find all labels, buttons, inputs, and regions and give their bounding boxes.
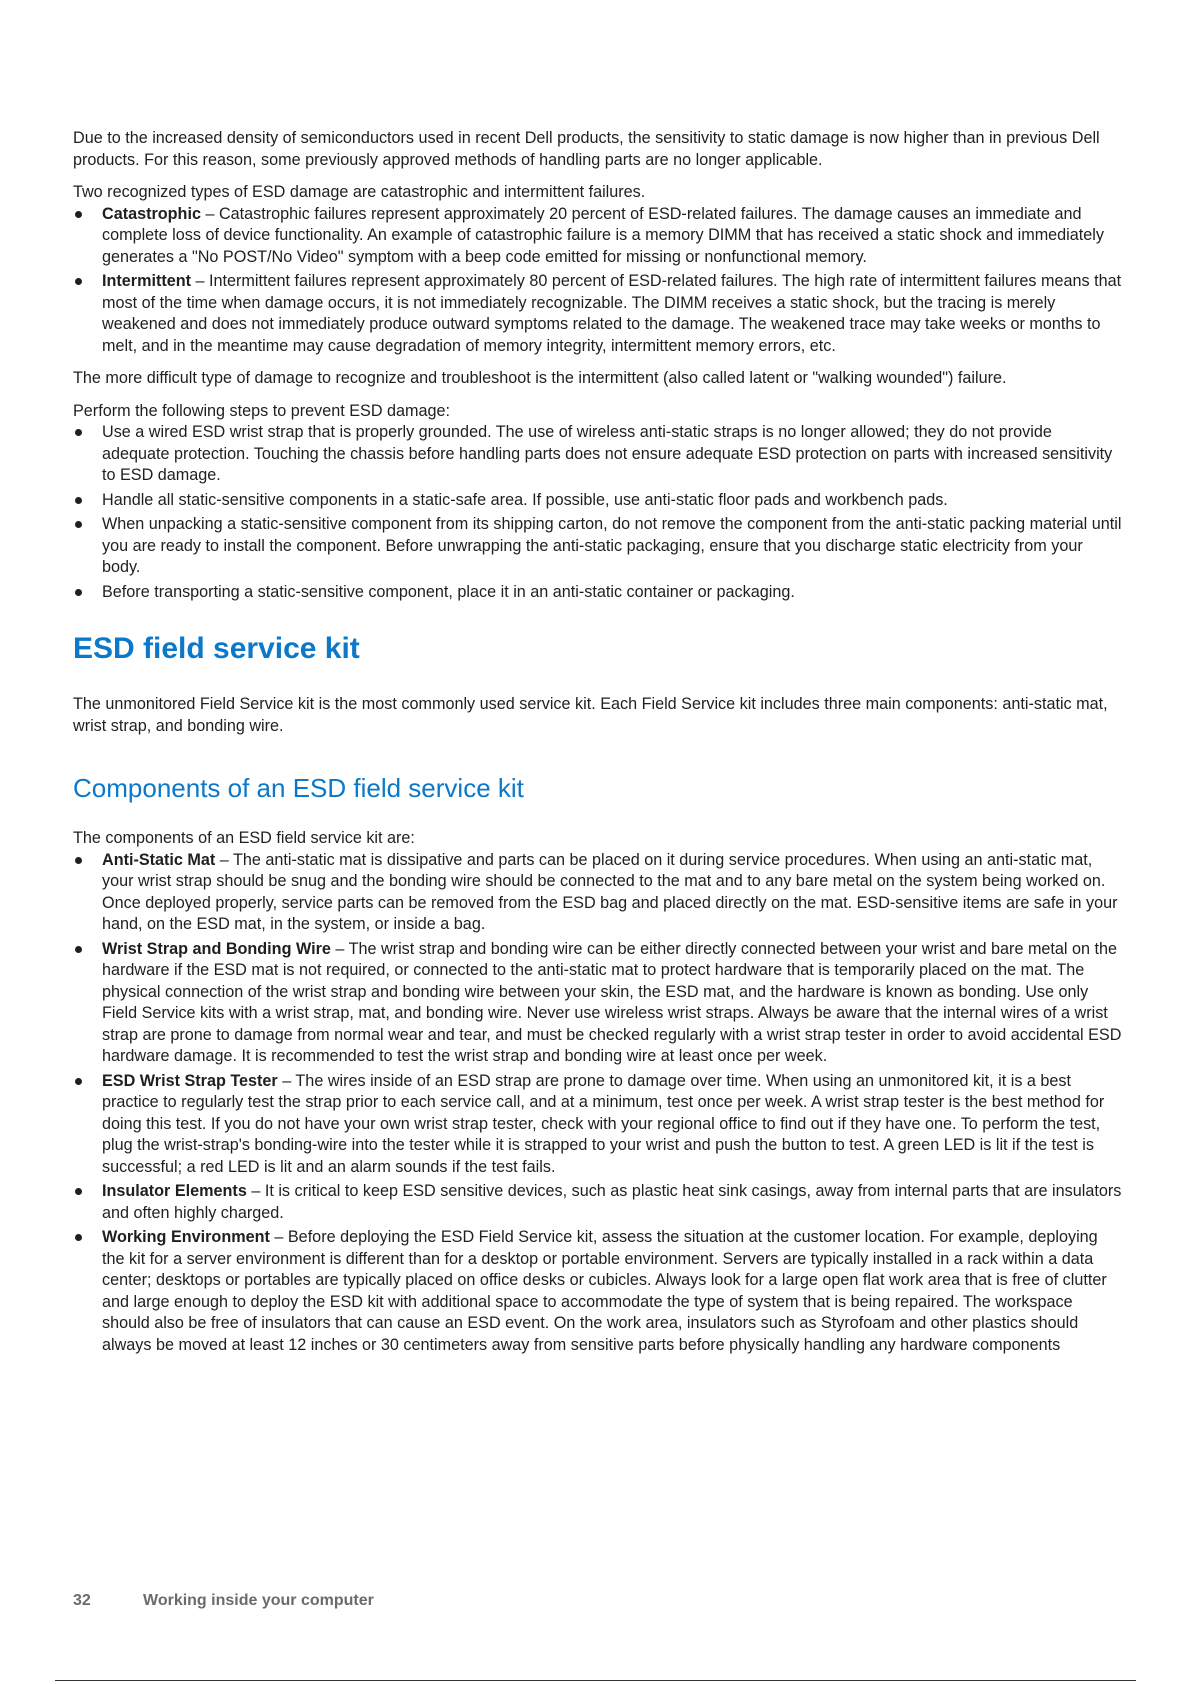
components-intro: The components of an ESD field service kit are: bbox=[73, 829, 415, 847]
section-heading-kit: ESD field service kit bbox=[73, 632, 360, 665]
subsection-heading-components: Components of an ESD field service kit bbox=[73, 773, 524, 803]
bullet-icon bbox=[75, 589, 82, 596]
bullet-icon bbox=[75, 946, 82, 953]
list-item: Wrist Strap and Bonding Wire – The wrist strap and bonding wire can be either directly connected between your wrist and bare metal on the hardware if the ESD mat is not required, or connected to the anti-static mat to protect hardware that is temporarily placed on the mat. The physical connection of the wrist strap and bonding wire between your skin, the ESD mat, and the hardware is known as bonding. Use only Field Service kits with a wrist strap, mat, and bonding wire. Never use wireless wrist straps. Always be aware that the internal wires of a wrist strap are prone to damage from normal wear and tear, and must be checked regularly with a wrist strap tester in order to avoid accidental ESD hardware damage. It is recommended to test the wrist strap and bonding wire at least once per week. bbox=[73, 939, 1123, 1068]
bullet-icon bbox=[75, 1078, 82, 1085]
list-item: Insulator Elements – It is critical to keep ESD sensitive devices, such as plastic heat sink casings, away from internal parts that are insulators and often highly charged. bbox=[73, 1181, 1123, 1224]
list-item: Use a wired ESD wrist strap that is properly grounded. The use of wireless anti-static straps is no longer allowed; they do not provide adequate protection. Touching the chassis before handling parts does not ensure adequate ESD protection on parts with increased sensitivity to ESD damage. bbox=[73, 422, 1123, 487]
list-item: Anti-Static Mat – The anti-static mat is dissipative and parts can be placed on it during service procedures. When using an anti-static mat, your wrist strap should be snug and the bonding wire should be connected to the mat and to any bare metal on the system being worked on. Once deployed properly, service parts can be removed from the ESD bag and placed directly on the mat. ESD-sensitive items are safe in your hand, on the ESD mat, in the system, or inside a bag. bbox=[73, 850, 1123, 936]
bullet-icon bbox=[75, 278, 82, 285]
list-item: Before transporting a static-sensitive component, place it in an anti-static container or packaging. bbox=[73, 582, 1123, 604]
list-item: Working Environment – Before deploying the ESD Field Service kit, assess the situation at the customer location. For example, deploying the kit for a server environment is different than for a desktop or portable environment. Servers are typically installed in a rack within a data center; desktops or portables are typically placed on office desks or cubicles. Always look for a large open flat work area that is free of clutter and large enough to deploy the ESD kit with additional space to accommodate the type of system that is being repaired. The workspace should also be free of insulators that can cause an ESD event. On the work area, insulators such as Styrofoam and other plastics should always be moved at least 12 inches or 30 centimeters away from sensitive parts before physically handling any hardware components bbox=[73, 1227, 1123, 1356]
prevention-steps-list bbox=[73, 422, 1123, 603]
intro-paragraph-2: Two recognized types of ESD damage are catastrophic and intermittent failures. bbox=[73, 183, 646, 201]
bullet-icon bbox=[75, 429, 82, 436]
components-list bbox=[73, 850, 1123, 1357]
intro-paragraph-4: Perform the following steps to prevent ESD damage: bbox=[73, 401, 450, 420]
damage-types-list bbox=[73, 204, 1123, 358]
page-number: 32 bbox=[73, 1592, 91, 1609]
bullet-icon bbox=[75, 1188, 82, 1195]
list-item: Catastrophic – Catastrophic failures represent approximately 20 percent of ESD-related failures. The damage causes an immediate and complete loss of device functionality. An example of catastrophic failure is a memory DIMM that has received a static shock and immediately generates a "No POST/No Video" symptom with a beep code emitted for missing or nonfunctional memory. bbox=[73, 204, 1123, 269]
list-item: When unpacking a static-sensitive component from its shipping carton, do not remove the component from the anti-static packing material until you are ready to install the component. Before unwrapping the anti-static packaging, ensure that you discharge static electricity from your body. bbox=[73, 514, 1123, 579]
intro-paragraph-1: Due to the increased density of semiconductors used in recent Dell products, the sensitivity to static damage is now higher than in previous Dell products. For this reason, some previously approved methods of handling parts are no longer applicable. bbox=[73, 129, 1100, 169]
bullet-icon bbox=[75, 857, 82, 864]
intro-paragraph-3: The more difficult type of damage to recognize and troubleshoot is the intermittent (also called latent or "walking wounded") failure. bbox=[73, 369, 1007, 387]
bullet-icon bbox=[75, 521, 82, 528]
footer-divider bbox=[55, 1680, 1136, 1681]
kit-paragraph: The unmonitored Field Service kit is the most commonly used service kit. Each Field Service kit includes three main components: anti-static mat, wrist strap, and bonding wire. bbox=[73, 695, 1108, 735]
list-item: ESD Wrist Strap Tester – The wires inside of an ESD strap are prone to damage over time. When using an unmonitored kit, it is a best practice to regularly test the strap prior to each service call, and at a minimum, test once per week. A wrist strap tester is the best method for doing this test. If you do not have your own wrist strap tester, check with your regional office to find out if they have one. To perform the test, plug the wrist-strap's bonding-wire into the tester while it is strapped to your wrist and push the button to test. A green LED is lit if the test is successful; a red LED is lit and an alarm sounds if the test fails. bbox=[73, 1071, 1123, 1179]
page-footer bbox=[73, 1592, 374, 1610]
page-body bbox=[73, 128, 1123, 1367]
bullet-icon bbox=[75, 497, 82, 504]
footer-section-title: Working inside your computer bbox=[143, 1592, 374, 1609]
list-item: Handle all static-sensitive components in a static-safe area. If possible, use anti-static floor pads and workbench pads. bbox=[73, 490, 1123, 512]
bullet-icon bbox=[75, 1234, 82, 1241]
list-item: Intermittent – Intermittent failures represent approximately 80 percent of ESD-related failures. The high rate of intermittent failures means that most of the time when damage occurs, it is not immediately recognizable. The DIMM receives a static shock, but the tracing is merely weakened and does not immediately produce outward symptoms related to the damage. The weakened trace may take weeks or months to melt, and in the meantime may cause degradation of memory integrity, intermittent memory errors, etc. bbox=[73, 271, 1123, 357]
bullet-icon bbox=[75, 211, 82, 218]
